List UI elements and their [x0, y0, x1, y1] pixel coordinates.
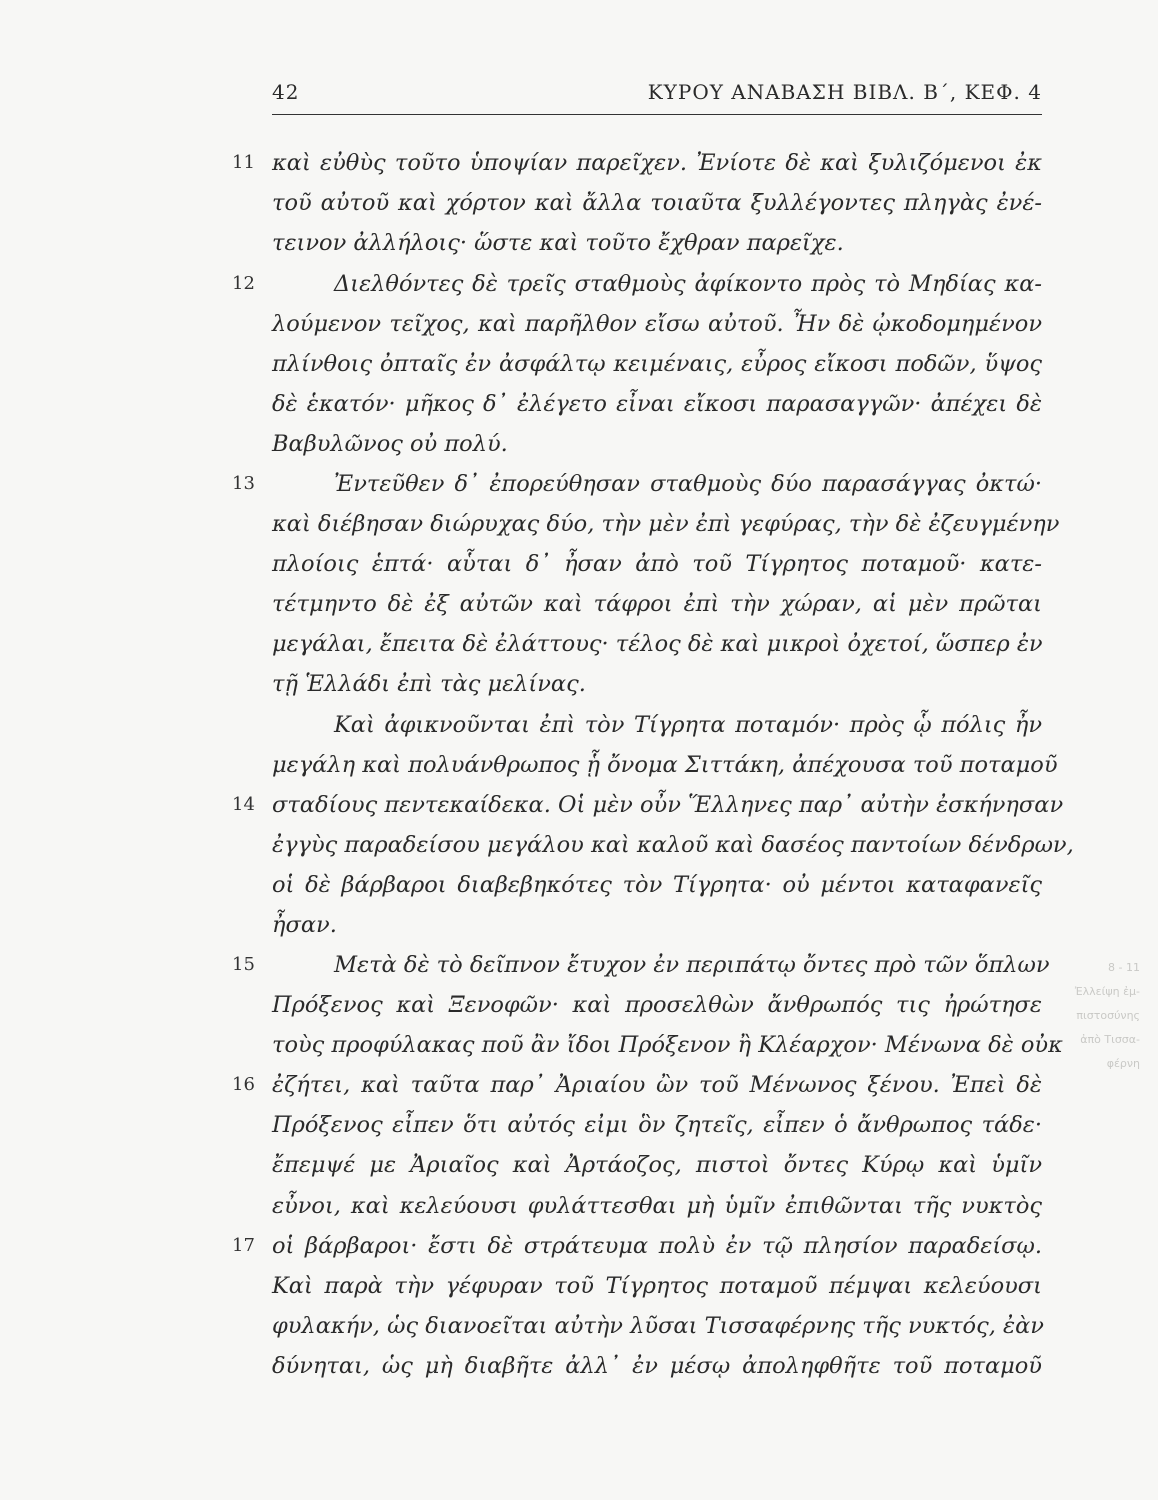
text-line: Μετὰ δὲ τὸ δεῖπνον ἔτυχον ἐν περιπάτῳ ὄντες πρὸ τῶν ὅπλων — [334, 952, 1050, 978]
text-line: πλίνθοις ὀπταῖς ἐν ἀσφάλτῳ κειμέναις, εὖρος εἴκοσι ποδῶν, ὕψος — [272, 351, 1042, 377]
section-number-16: 16 — [232, 1074, 255, 1095]
text-line: οἱ δὲ βάρβαροι διαβεβηκότες τὸν Τίγρητα· οὐ μέντοι καταφανεῖς — [272, 872, 1042, 898]
section-number-15: 15 — [232, 954, 255, 975]
text-line: Πρόξενος καὶ Ξενοφῶν· καὶ προσελθὼν ἄνθρωπός τις ἠρώτησε — [272, 992, 1042, 1018]
text-line: μεγάλη καὶ πολυάνθρωπος ᾗ ὄνομα Σιττάκη, ἀπέχουσα τοῦ ποταμοῦ — [272, 752, 1058, 778]
text-line: ἦσαν. — [272, 912, 337, 938]
text-line: σταδίους πεντεκαίδεκα. Οἱ μὲν οὖν Ἕλληνες παρ᾽ αὐτὴν ἐσκήνησαν — [272, 792, 1064, 818]
text-line: Ἐντεῦθεν δ᾽ ἐπορεύθησαν σταθμοὺς δύο παρασάγγας ὀκτώ· — [334, 471, 1042, 497]
margin-note-line: φέρνη — [1106, 1057, 1140, 1070]
text-line: τοὺς προφύλακας ποῦ ἂν ἴδοι Πρόξενον ἢ Κλέαρχον· Μένωνα δὲ οὐκ — [272, 1032, 1063, 1058]
text-line: πλοίοις ἑπτά· αὗται δ᾽ ἦσαν ἀπὸ τοῦ Τίγρητος ποταμοῦ· κατε- — [272, 551, 1042, 577]
margin-note-line: Ἐλλείψη ἐμ- — [1074, 985, 1140, 998]
text-line: φυλακήν, ὡς διανοεῖται αὐτὴν λῦσαι Τισσαφέρνης τῆς νυκτός, ἐὰν — [272, 1313, 1044, 1339]
text-line: δύνηται, ὡς μὴ διαβῆτε ἀλλ᾽ ἐν μέσῳ ἀποληφθῆτε τοῦ ποταμοῦ — [272, 1353, 1042, 1379]
section-number-17: 17 — [232, 1235, 255, 1256]
text-line: ἐζήτει, καὶ ταῦτα παρ᾽ Ἀριαίου ὢν τοῦ Μένωνος ξένου. Ἐπεὶ δὲ — [272, 1072, 1042, 1098]
margin-note-line: ἀπὸ Τισσα- — [1080, 1033, 1140, 1046]
section-number-13: 13 — [232, 473, 255, 494]
text-line: Διελθόντες δὲ τρεῖς σταθμοὺς ἀφίκοντο πρὸς τὸ Μηδίας κα- — [334, 271, 1042, 297]
text-line: τῇ Ἑλλάδι ἐπὶ τὰς μελίνας. — [272, 671, 586, 697]
text-line: καὶ εὐθὺς τοῦτο ὑποψίαν παρεῖχεν. Ἐνίοτε δὲ καὶ ξυλιζόμενοι ἐκ — [272, 150, 1042, 176]
margin-note-line: πιστοσύνης — [1076, 1009, 1140, 1022]
text-line: τεινον ἀλλήλοις· ὥστε καὶ τοῦτο ἔχθραν παρεῖχε. — [272, 230, 844, 256]
text-line: λούμενον τεῖχος, καὶ παρῆλθον εἴσω αὐτοῦ. Ἦν δὲ ᾠκοδομημένον — [272, 311, 1042, 337]
section-number-12: 12 — [232, 273, 255, 294]
page-number: 42 — [272, 80, 300, 104]
text-line: Πρόξενος εἶπεν ὅτι αὐτός εἰμι ὃν ζητεῖς, εἶπεν ὁ ἄνθρωπος τάδε· — [272, 1112, 1042, 1138]
text-line: καὶ διέβησαν διώρυχας δύο, τὴν μὲν ἐπὶ γεφύρας, τὴν δὲ ἐζευγμένην — [272, 511, 1060, 537]
section-number-11: 11 — [232, 152, 255, 173]
text-line: Βαβυλῶνος οὐ πολύ. — [272, 431, 508, 457]
margin-note-line: 8 - 11 — [1108, 961, 1140, 974]
text-line: ἐγγὺς παραδείσου μεγάλου καὶ καλοῦ καὶ δασέος παντοίων δένδρων, — [272, 832, 1074, 858]
text-line: τέτμηντο δὲ ἐξ αὐτῶν καὶ τάφροι ἐπὶ τὴν χώραν, αἱ μὲν πρῶται — [272, 591, 1042, 617]
text-line: τοῦ αὐτοῦ καὶ χόρτον καὶ ἄλλα τοιαῦτα ξυλλέγοντες πληγὰς ἐνέ- — [272, 190, 1042, 216]
running-header — [272, 80, 1042, 115]
text-line: Καὶ ἀφικνοῦνται ἐπὶ τὸν Τίγρητα ποταμόν· πρὸς ᾧ πόλις ἦν — [334, 712, 1042, 738]
text-line: Καὶ παρὰ τὴν γέφυραν τοῦ Τίγρητος ποταμοῦ πέμψαι κελεύουσι — [272, 1273, 1042, 1299]
text-line: δὲ ἑκατόν· μῆκος δ᾽ ἐλέγετο εἶναι εἴκοσι παρασαγγῶν· ἀπέχει δὲ — [272, 391, 1042, 417]
text-line: εὖνοι, καὶ κελεύουσι φυλάττεσθαι μὴ ὑμῖν ἐπιθῶνται τῆς νυκτὸς — [272, 1193, 1042, 1219]
text-line: μεγάλαι, ἔπειτα δὲ ἐλάττους· τέλος δὲ καὶ μικροὶ ὀχετοί, ὥσπερ ἐν — [272, 631, 1043, 657]
text-line: ἔπεμψέ με Ἀριαῖος καὶ Ἀρτάοζος, πιστοὶ ὄντες Κύρῳ καὶ ὑμῖν — [272, 1152, 1042, 1178]
running-head-title: ΚΥΡΟΥ ΑΝΑΒΑΣΗ ΒΙΒΛ. Β΄, ΚΕΦ. 4 — [647, 80, 1042, 104]
section-number-14: 14 — [232, 794, 255, 815]
text-line: οἱ βάρβαροι· ἔστι δὲ στράτευμα πολὺ ἐν τῷ πλησίον παραδείσῳ. — [272, 1233, 1042, 1259]
